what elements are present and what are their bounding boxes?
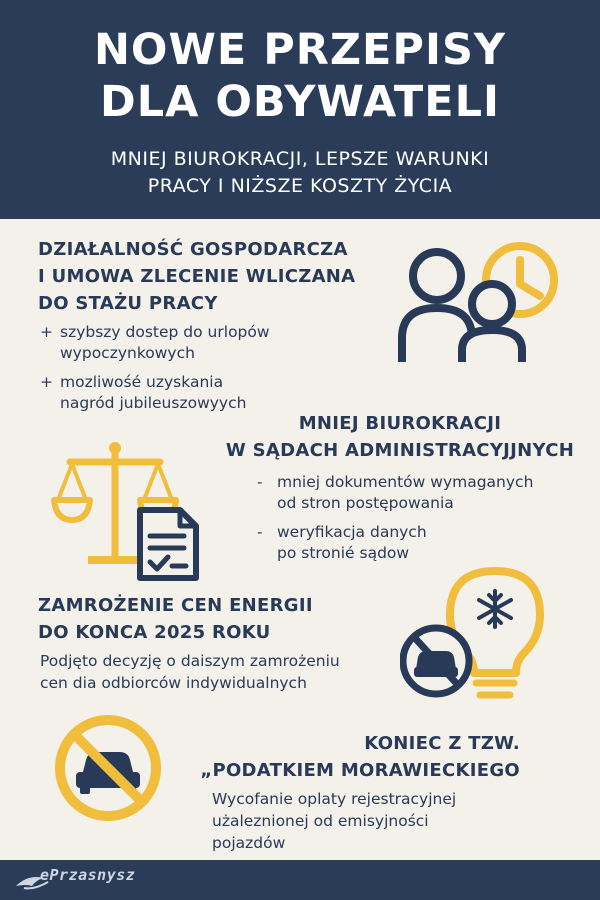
- section-4-title-line-1: KONIEC Z TZW.: [364, 733, 520, 754]
- list-item-line-1: mniej dokumentów wymaganych: [277, 473, 534, 491]
- list-item: [257, 472, 577, 514]
- list-item-line-1: weryfikacja danych: [277, 523, 427, 541]
- people-clock-icon: [392, 238, 572, 368]
- section-3-title: [38, 592, 313, 646]
- section-2-title: [220, 410, 580, 464]
- section-3-text: [40, 650, 370, 694]
- section-2-title-line-2: W SĄDACH ADMINISTRACYJJNYCH: [225, 440, 575, 461]
- list-marker: -: [257, 523, 263, 541]
- page-title: [0, 24, 600, 128]
- list-item: [40, 322, 340, 364]
- section-4-text-line-2: użaleznionej od emisyjności: [212, 812, 429, 830]
- no-car-icon: [52, 712, 164, 824]
- scales-document-icon: [50, 438, 210, 583]
- section-4-text-line-1: Wycofanie oplaty rejestracyjnej: [212, 790, 457, 808]
- list-item: [40, 372, 340, 414]
- section-1-title-line-1: DZIAŁALNOŚĆ GOSPODARCZA: [38, 239, 348, 260]
- section-1-list: [40, 322, 340, 422]
- section-4-title: [200, 730, 520, 784]
- section-4-text: [212, 788, 542, 854]
- section-1-title-line-2: I UMOWA ZLECENIE WLICZANA: [38, 266, 356, 287]
- list-item-line-1: szybszy dostep do urlopów: [60, 323, 270, 341]
- section-3-title-line-2: DO KONCA 2025 ROKU: [38, 622, 271, 643]
- section-4-title-line-2: „PODATKIEM MORAWIECKIEGO: [200, 760, 520, 781]
- list-item: [257, 522, 577, 564]
- footer: [0, 860, 600, 900]
- list-item-line-2: po stronié sądow: [277, 544, 410, 562]
- title-line-2: DLA OBYWATELI: [100, 77, 500, 127]
- list-item-line-2: od stron postępowania: [277, 494, 454, 512]
- section-2-title-line-1: MNIEJ BIUROKRACJI: [298, 413, 502, 434]
- section-1-title-line-3: DO STAŻU PRACY: [38, 293, 218, 314]
- list-marker: +: [40, 323, 53, 341]
- subtitle-line-1: MNIEJ BIUROKRACJI, LEPSZE WARUNKI: [110, 148, 490, 170]
- lightbulb-snowflake-icon: [400, 565, 560, 715]
- header-banner: [0, 0, 600, 219]
- section-3-text-line-1: Podjęto decyzję o daiszym zamrożeniu: [40, 652, 340, 670]
- subtitle: [40, 146, 560, 200]
- section-3-text-line-2: cen dia odbiorców indywidualnych: [40, 674, 307, 692]
- list-item-line-2: nagród jubileuszowyych: [60, 394, 247, 412]
- list-marker: -: [257, 473, 263, 491]
- list-item-line-2: wypoczynkowych: [60, 344, 195, 362]
- section-2-list: [257, 472, 577, 572]
- section-4-text-line-3: pojazdów: [212, 834, 286, 852]
- list-item-line-1: mozliwośé uzyskania: [60, 373, 224, 391]
- section-1-title: [38, 236, 355, 317]
- footer-logo-text[interactable]: ePrzasnysz: [40, 866, 136, 884]
- subtitle-line-2: PRACY I NIŻSZE KOSZTY ŻYCIA: [147, 175, 453, 197]
- list-marker: +: [40, 373, 53, 391]
- section-3-title-line-1: ZAMROŻENIE CEN ENERGII: [38, 595, 313, 616]
- title-line-1: NOWE PRZEPISY: [93, 25, 507, 75]
